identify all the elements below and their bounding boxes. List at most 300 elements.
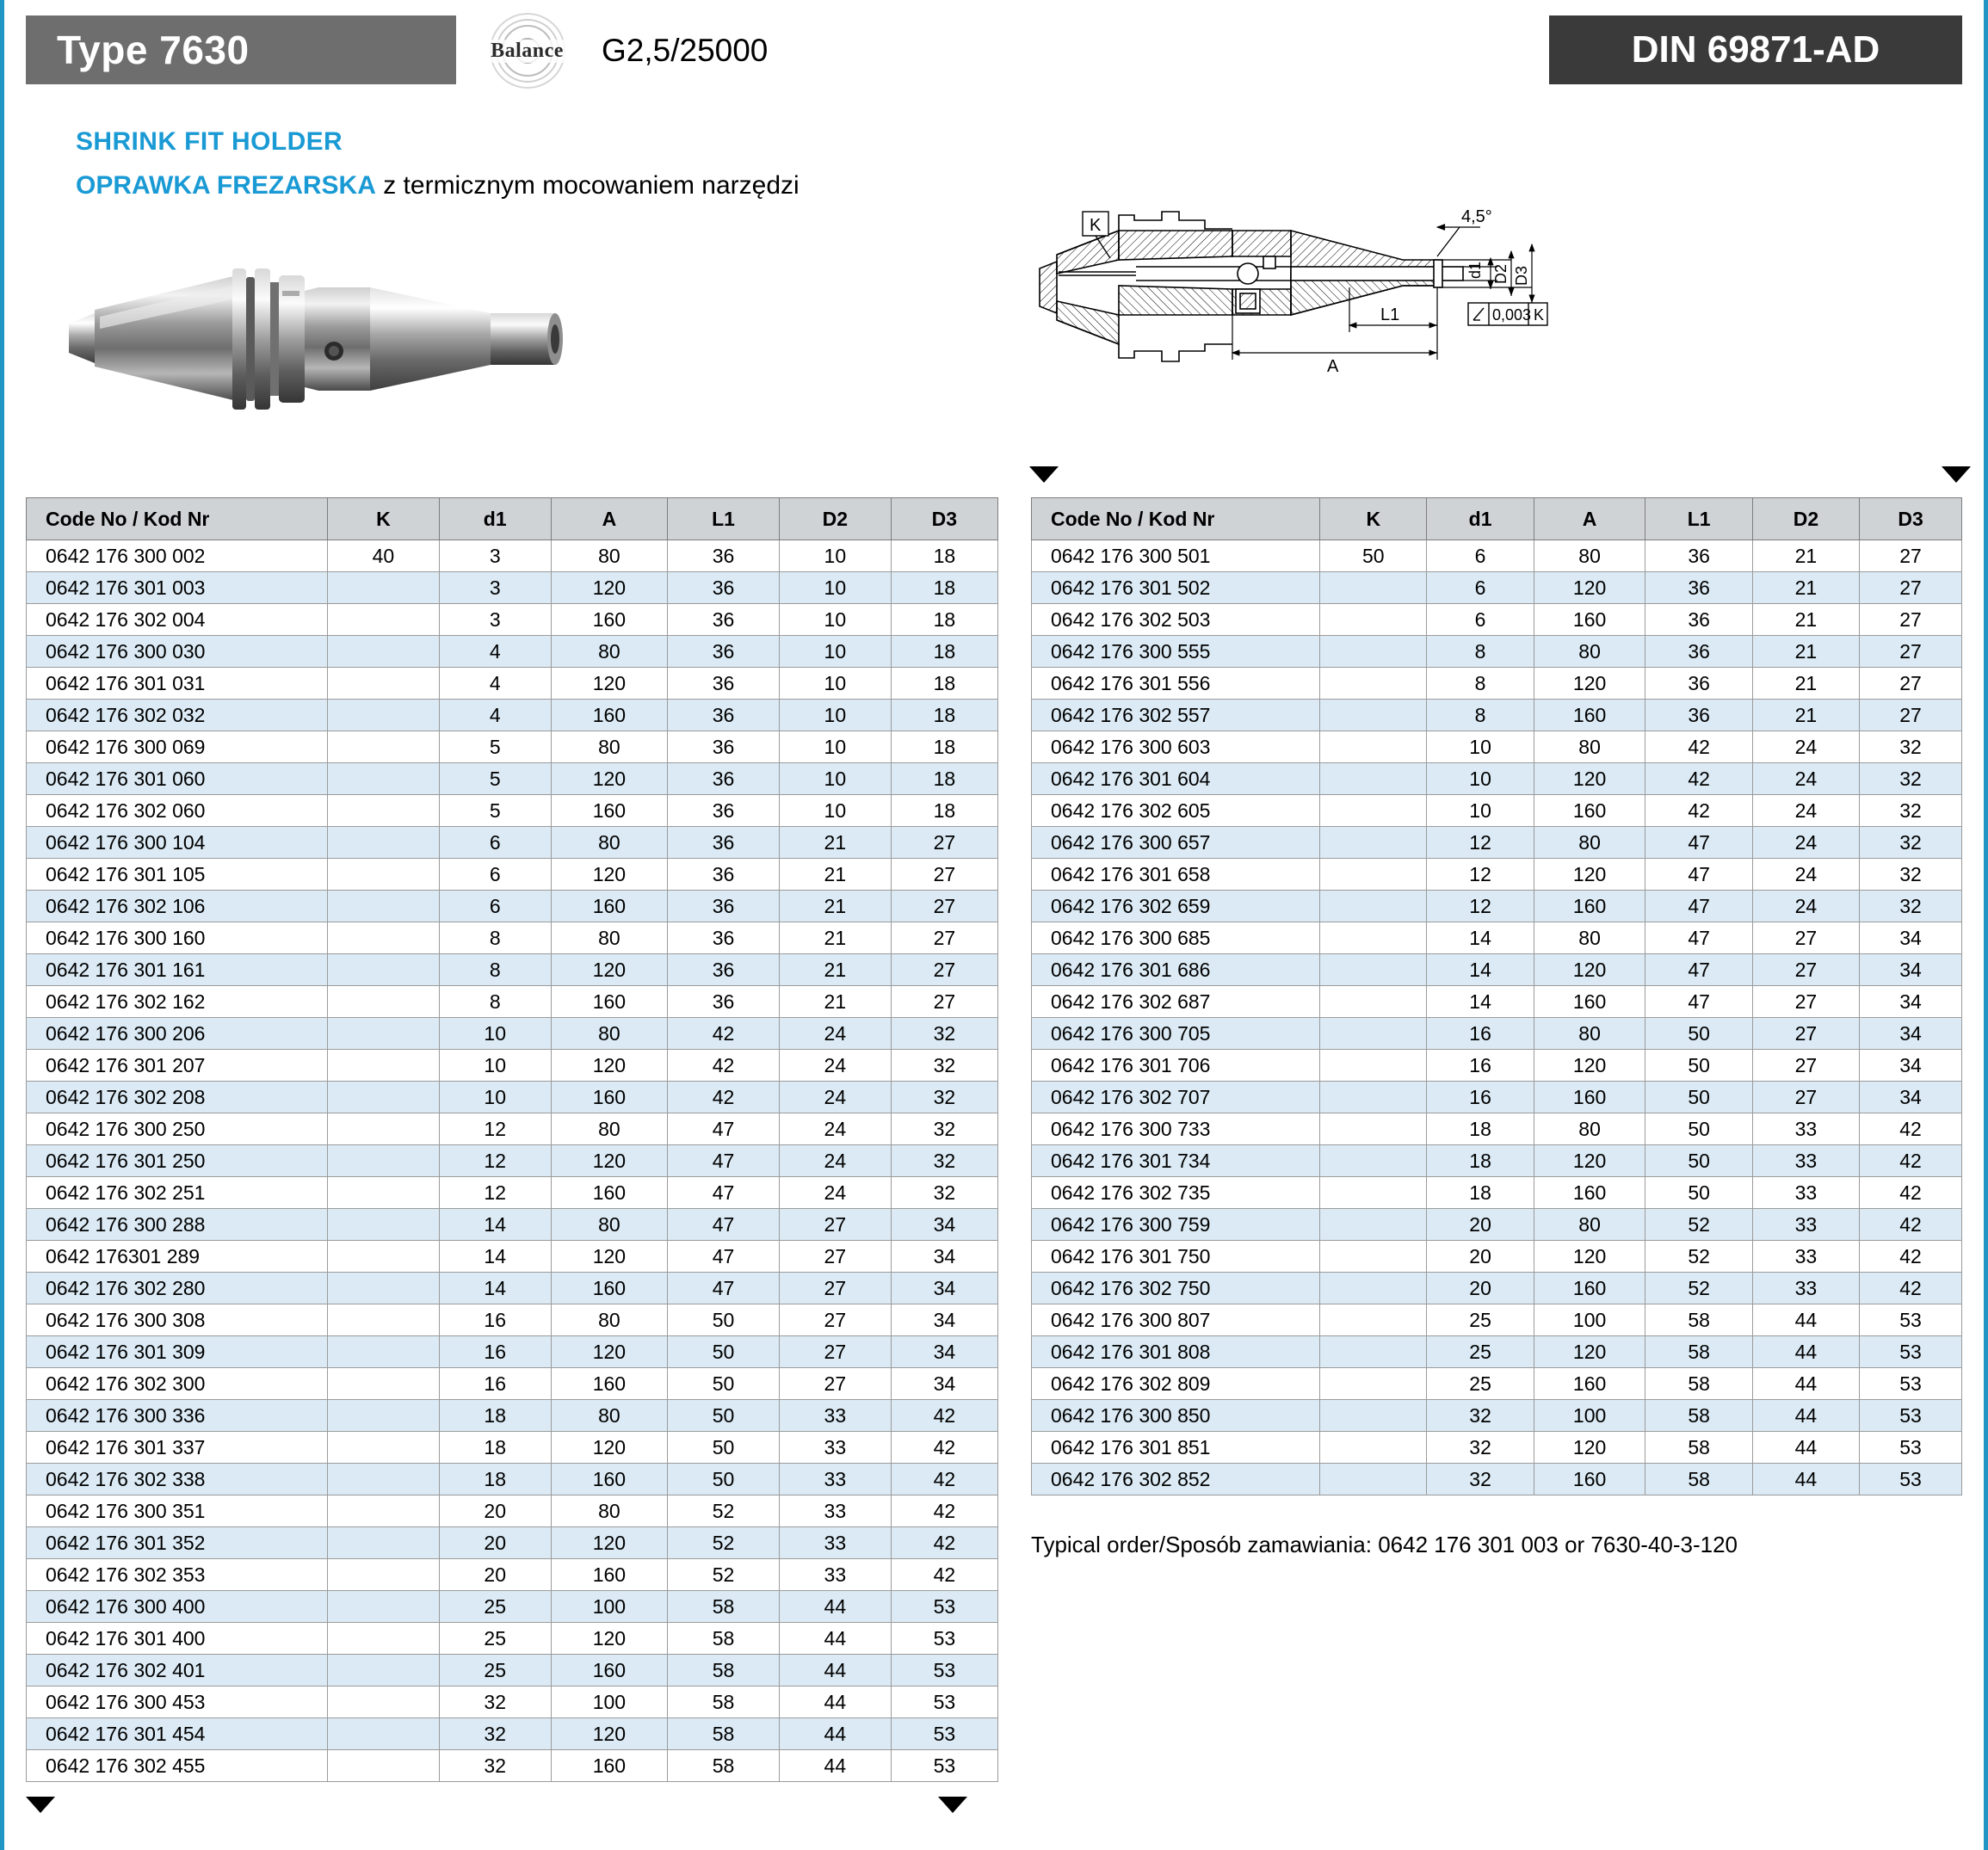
col-header-d1: d1 bbox=[439, 498, 551, 540]
cell-d2: 33 bbox=[1752, 1177, 1859, 1209]
cell-d1: 25 bbox=[439, 1591, 551, 1623]
cell-k bbox=[327, 1050, 439, 1082]
cell-d2: 21 bbox=[1752, 540, 1859, 572]
cell-d2: 24 bbox=[1752, 731, 1859, 763]
cell-code: 0642 176 302 162 bbox=[27, 986, 328, 1018]
cell-d3: 32 bbox=[891, 1177, 997, 1209]
marker-triangle-top-left bbox=[1029, 466, 1059, 483]
cell-l1: 58 bbox=[1645, 1336, 1752, 1368]
table-row bbox=[1032, 891, 1962, 922]
cell-l1: 36 bbox=[668, 986, 780, 1018]
cell-d1: 8 bbox=[1427, 636, 1534, 668]
cell-d2: 27 bbox=[779, 1336, 891, 1368]
cell-code: 0642 176 300 206 bbox=[27, 1018, 328, 1050]
cell-d3: 27 bbox=[1860, 668, 1962, 700]
cell-d2: 10 bbox=[779, 700, 891, 731]
cell-d2: 33 bbox=[1752, 1145, 1859, 1177]
table-row bbox=[1032, 922, 1962, 954]
cell-k bbox=[327, 1687, 439, 1718]
table-row bbox=[27, 891, 998, 922]
cell-a: 160 bbox=[1534, 1273, 1645, 1304]
cell-k bbox=[1320, 700, 1427, 731]
col-header-d2: D2 bbox=[1752, 498, 1859, 540]
table-row bbox=[27, 668, 998, 700]
cell-code: 0642 176 302 208 bbox=[27, 1082, 328, 1113]
cell-d3: 34 bbox=[1860, 954, 1962, 986]
table-row bbox=[1032, 636, 1962, 668]
title-english: SHRINK FIT HOLDER bbox=[76, 127, 343, 156]
cell-l1: 47 bbox=[668, 1145, 780, 1177]
cell-d3: 32 bbox=[1860, 891, 1962, 922]
cell-d3: 18 bbox=[891, 636, 997, 668]
cell-l1: 50 bbox=[1645, 1177, 1752, 1209]
cell-a: 120 bbox=[1534, 668, 1645, 700]
cell-a: 80 bbox=[1534, 1113, 1645, 1145]
cell-d2: 21 bbox=[779, 827, 891, 859]
table-row bbox=[27, 700, 998, 731]
table-row bbox=[27, 572, 998, 604]
cell-a: 160 bbox=[551, 604, 667, 636]
cell-k bbox=[1320, 795, 1427, 827]
cell-d2: 10 bbox=[779, 572, 891, 604]
cell-d3: 32 bbox=[1860, 763, 1962, 795]
cell-d2: 10 bbox=[779, 636, 891, 668]
cell-code: 0642 176 300 104 bbox=[27, 827, 328, 859]
cell-a: 80 bbox=[551, 922, 667, 954]
cell-d3: 32 bbox=[1860, 731, 1962, 763]
cell-k bbox=[1320, 986, 1427, 1018]
cell-code: 0642 176 301 105 bbox=[27, 859, 328, 891]
title-block bbox=[76, 127, 800, 200]
cell-d3: 32 bbox=[891, 1018, 997, 1050]
cell-d2: 21 bbox=[1752, 572, 1859, 604]
cell-code: 0642 176 302 503 bbox=[1032, 604, 1320, 636]
col-header-l1: L1 bbox=[1645, 498, 1752, 540]
cell-code: 0642 176 301 851 bbox=[1032, 1432, 1320, 1464]
cell-k bbox=[327, 1655, 439, 1687]
cell-d2: 44 bbox=[1752, 1336, 1859, 1368]
cell-d1: 18 bbox=[1427, 1145, 1534, 1177]
cell-d1: 32 bbox=[1427, 1432, 1534, 1464]
drawing-tolerance-value: 0,003 bbox=[1492, 306, 1532, 324]
cell-d1: 5 bbox=[439, 795, 551, 827]
cell-d1: 6 bbox=[1427, 572, 1534, 604]
technical-drawing bbox=[1033, 207, 1635, 465]
cell-d1: 25 bbox=[439, 1623, 551, 1655]
table-row bbox=[27, 1145, 998, 1177]
cell-l1: 58 bbox=[668, 1655, 780, 1687]
cell-a: 160 bbox=[551, 1082, 667, 1113]
cell-a: 160 bbox=[1534, 604, 1645, 636]
cell-d1: 8 bbox=[1427, 668, 1534, 700]
marker-triangle-bottom-left bbox=[26, 1797, 55, 1813]
balance-group bbox=[465, 24, 768, 77]
table-header-row bbox=[1032, 498, 1962, 540]
cell-d2: 44 bbox=[779, 1750, 891, 1782]
cell-d1: 3 bbox=[439, 540, 551, 572]
cell-d3: 32 bbox=[891, 1082, 997, 1113]
cell-d3: 27 bbox=[1860, 572, 1962, 604]
table-row bbox=[27, 1495, 998, 1527]
cell-l1: 50 bbox=[1645, 1050, 1752, 1082]
cell-a: 80 bbox=[1534, 731, 1645, 763]
cell-a: 120 bbox=[551, 763, 667, 795]
cell-code: 0642 176 302 687 bbox=[1032, 986, 1320, 1018]
cell-d1: 20 bbox=[1427, 1273, 1534, 1304]
cell-d3: 53 bbox=[1860, 1432, 1962, 1464]
cell-code: 0642 176 302 300 bbox=[27, 1368, 328, 1400]
cell-a: 160 bbox=[551, 1750, 667, 1782]
cell-d1: 25 bbox=[1427, 1304, 1534, 1336]
cell-d1: 20 bbox=[1427, 1209, 1534, 1241]
cell-d1: 16 bbox=[1427, 1018, 1534, 1050]
table-row bbox=[27, 1050, 998, 1082]
cell-code: 0642 176 301 250 bbox=[27, 1145, 328, 1177]
cell-d3: 18 bbox=[891, 731, 997, 763]
table-row bbox=[1032, 827, 1962, 859]
cell-d2: 27 bbox=[1752, 954, 1859, 986]
marker-triangle-bottom-right bbox=[938, 1797, 967, 1813]
cell-a: 160 bbox=[1534, 1464, 1645, 1495]
cell-d1: 8 bbox=[439, 986, 551, 1018]
cell-l1: 50 bbox=[668, 1464, 780, 1495]
cell-code: 0642 176 302 251 bbox=[27, 1177, 328, 1209]
table-row bbox=[1032, 731, 1962, 763]
table-row bbox=[1032, 1241, 1962, 1273]
cell-l1: 36 bbox=[1645, 668, 1752, 700]
cell-d1: 5 bbox=[439, 731, 551, 763]
table-row bbox=[27, 1209, 998, 1241]
cell-d2: 44 bbox=[1752, 1304, 1859, 1336]
cell-code: 0642 176 301 060 bbox=[27, 763, 328, 795]
cell-d3: 34 bbox=[1860, 1082, 1962, 1113]
cell-a: 120 bbox=[551, 954, 667, 986]
cell-d1: 14 bbox=[439, 1241, 551, 1273]
cell-k bbox=[327, 1177, 439, 1209]
cell-k bbox=[327, 1304, 439, 1336]
cell-d3: 34 bbox=[891, 1368, 997, 1400]
table-row bbox=[27, 1018, 998, 1050]
cell-d2: 24 bbox=[779, 1050, 891, 1082]
cell-a: 120 bbox=[1534, 859, 1645, 891]
cell-d2: 10 bbox=[779, 668, 891, 700]
cell-d3: 27 bbox=[891, 827, 997, 859]
cell-a: 80 bbox=[551, 1209, 667, 1241]
col-header-k: K bbox=[1320, 498, 1427, 540]
table-row bbox=[27, 859, 998, 891]
cell-d1: 25 bbox=[1427, 1336, 1534, 1368]
cell-k bbox=[1320, 636, 1427, 668]
table-row bbox=[27, 636, 998, 668]
cell-d1: 14 bbox=[439, 1273, 551, 1304]
cell-a: 80 bbox=[1534, 1018, 1645, 1050]
cell-a: 120 bbox=[551, 1527, 667, 1559]
cell-d1: 25 bbox=[1427, 1368, 1534, 1400]
table-row bbox=[27, 540, 998, 572]
cell-l1: 36 bbox=[1645, 700, 1752, 731]
table-row bbox=[1032, 859, 1962, 891]
cell-code: 0642 176 302 060 bbox=[27, 795, 328, 827]
cell-d1: 12 bbox=[439, 1177, 551, 1209]
cell-a: 80 bbox=[1534, 1209, 1645, 1241]
table-row bbox=[1032, 986, 1962, 1018]
cell-d1: 3 bbox=[439, 604, 551, 636]
cell-d1: 16 bbox=[439, 1304, 551, 1336]
cell-d3: 34 bbox=[891, 1209, 997, 1241]
cell-k bbox=[1320, 1050, 1427, 1082]
cell-d3: 34 bbox=[891, 1273, 997, 1304]
cell-d1: 10 bbox=[1427, 795, 1534, 827]
table-row bbox=[27, 1113, 998, 1145]
cell-k bbox=[327, 731, 439, 763]
cell-a: 120 bbox=[1534, 763, 1645, 795]
cell-d2: 44 bbox=[779, 1718, 891, 1750]
table-row bbox=[1032, 1050, 1962, 1082]
cell-d3: 18 bbox=[891, 540, 997, 572]
cell-d3: 42 bbox=[1860, 1113, 1962, 1145]
cell-d1: 32 bbox=[439, 1687, 551, 1718]
cell-d1: 10 bbox=[1427, 763, 1534, 795]
cell-l1: 36 bbox=[668, 540, 780, 572]
balance-value: G2,5/25000 bbox=[602, 33, 769, 68]
cell-d2: 33 bbox=[1752, 1241, 1859, 1273]
cell-a: 160 bbox=[1534, 986, 1645, 1018]
cell-d2: 44 bbox=[1752, 1464, 1859, 1495]
cell-k bbox=[327, 604, 439, 636]
cell-k bbox=[1320, 604, 1427, 636]
cell-a: 100 bbox=[1534, 1304, 1645, 1336]
cell-l1: 42 bbox=[668, 1018, 780, 1050]
cell-l1: 52 bbox=[668, 1527, 780, 1559]
cell-a: 160 bbox=[551, 1464, 667, 1495]
cell-d3: 34 bbox=[891, 1304, 997, 1336]
cell-a: 160 bbox=[551, 1559, 667, 1591]
cell-k bbox=[327, 1018, 439, 1050]
table-row bbox=[27, 1591, 998, 1623]
cell-code: 0642 176 300 501 bbox=[1032, 540, 1320, 572]
cell-d3: 32 bbox=[891, 1145, 997, 1177]
cell-d2: 10 bbox=[779, 540, 891, 572]
cell-l1: 58 bbox=[668, 1750, 780, 1782]
cell-k bbox=[327, 636, 439, 668]
cell-d2: 27 bbox=[1752, 922, 1859, 954]
cell-code: 0642 176 302 750 bbox=[1032, 1273, 1320, 1304]
table-row bbox=[27, 731, 998, 763]
cell-d1: 18 bbox=[439, 1432, 551, 1464]
cell-k bbox=[327, 1368, 439, 1400]
cell-d2: 33 bbox=[779, 1527, 891, 1559]
table-row bbox=[27, 1527, 998, 1559]
cell-d2: 24 bbox=[779, 1113, 891, 1145]
cell-k bbox=[1320, 954, 1427, 986]
table-row bbox=[1032, 1336, 1962, 1368]
cell-d1: 6 bbox=[439, 827, 551, 859]
spec-table-left-head bbox=[27, 498, 998, 540]
cell-a: 160 bbox=[551, 1368, 667, 1400]
cell-d3: 53 bbox=[891, 1655, 997, 1687]
cell-code: 0642 176 300 160 bbox=[27, 922, 328, 954]
cell-code: 0642 176 302 707 bbox=[1032, 1082, 1320, 1113]
cell-code: 0642 176 300 759 bbox=[1032, 1209, 1320, 1241]
cell-d2: 21 bbox=[779, 859, 891, 891]
drawing-label-angle: 4,5° bbox=[1461, 207, 1492, 226]
cell-code: 0642 176 300 685 bbox=[1032, 922, 1320, 954]
cell-a: 120 bbox=[551, 1718, 667, 1750]
cell-l1: 50 bbox=[668, 1336, 780, 1368]
cell-l1: 50 bbox=[668, 1432, 780, 1464]
table-row bbox=[27, 1750, 998, 1782]
cell-l1: 50 bbox=[668, 1400, 780, 1432]
cell-a: 80 bbox=[1534, 827, 1645, 859]
table-row bbox=[27, 827, 998, 859]
cell-d1: 12 bbox=[1427, 827, 1534, 859]
cell-a: 160 bbox=[1534, 700, 1645, 731]
cell-l1: 36 bbox=[668, 827, 780, 859]
cell-d3: 53 bbox=[891, 1750, 997, 1782]
cell-code: 0642 176 301 808 bbox=[1032, 1336, 1320, 1368]
cell-d3: 53 bbox=[891, 1718, 997, 1750]
cell-l1: 36 bbox=[668, 668, 780, 700]
cell-code: 0642 176 302 280 bbox=[27, 1273, 328, 1304]
cell-a: 80 bbox=[551, 540, 667, 572]
cell-l1: 36 bbox=[668, 954, 780, 986]
cell-k bbox=[327, 1336, 439, 1368]
cell-k bbox=[1320, 1082, 1427, 1113]
cell-code: 0642 176 302 659 bbox=[1032, 891, 1320, 922]
cell-code: 0642 176 300 603 bbox=[1032, 731, 1320, 763]
cell-d2: 27 bbox=[779, 1241, 891, 1273]
table-row bbox=[1032, 1432, 1962, 1464]
cell-code: 0642 176 301 502 bbox=[1032, 572, 1320, 604]
cell-a: 80 bbox=[551, 827, 667, 859]
cell-l1: 36 bbox=[668, 572, 780, 604]
table-row bbox=[27, 1623, 998, 1655]
cell-code: 0642 176 302 852 bbox=[1032, 1464, 1320, 1495]
typical-order-note: Typical order/Sposób zamawiania: 0642 176 301 003 or 7630-40-3-120 bbox=[1031, 1532, 1738, 1557]
cell-d3: 53 bbox=[891, 1623, 997, 1655]
cell-k bbox=[327, 1718, 439, 1750]
cell-l1: 42 bbox=[1645, 731, 1752, 763]
cell-d1: 32 bbox=[439, 1750, 551, 1782]
cell-k bbox=[1320, 922, 1427, 954]
cell-d3: 42 bbox=[891, 1464, 997, 1495]
cell-d2: 33 bbox=[779, 1432, 891, 1464]
drawing-label-d1: d1 bbox=[1466, 261, 1484, 279]
cell-a: 160 bbox=[551, 700, 667, 731]
cell-d2: 33 bbox=[779, 1464, 891, 1495]
cell-l1: 58 bbox=[668, 1591, 780, 1623]
cell-l1: 47 bbox=[668, 1177, 780, 1209]
cell-d2: 44 bbox=[1752, 1368, 1859, 1400]
cell-d2: 10 bbox=[779, 795, 891, 827]
cell-d1: 12 bbox=[439, 1113, 551, 1145]
cell-d1: 4 bbox=[439, 668, 551, 700]
cell-d1: 12 bbox=[1427, 891, 1534, 922]
cell-d1: 14 bbox=[1427, 986, 1534, 1018]
title-polish-rest: z termicznym mocowaniem narzędzi bbox=[375, 171, 800, 200]
cell-l1: 58 bbox=[1645, 1464, 1752, 1495]
col-header-code: Code No / Kod Nr bbox=[27, 498, 328, 540]
cell-l1: 52 bbox=[1645, 1273, 1752, 1304]
cell-k bbox=[327, 1113, 439, 1145]
cell-d3: 34 bbox=[891, 1241, 997, 1273]
cell-a: 120 bbox=[551, 859, 667, 891]
cell-d2: 24 bbox=[1752, 891, 1859, 922]
balance-logo-icon bbox=[465, 26, 590, 76]
cell-code: 0642 176 302 353 bbox=[27, 1559, 328, 1591]
cell-l1: 42 bbox=[1645, 763, 1752, 795]
cell-l1: 50 bbox=[1645, 1018, 1752, 1050]
cell-d2: 24 bbox=[779, 1145, 891, 1177]
cell-k: 40 bbox=[327, 540, 439, 572]
cell-code: 0642 176 301 031 bbox=[27, 668, 328, 700]
cell-code: 0642 176 302 338 bbox=[27, 1464, 328, 1495]
cell-d1: 16 bbox=[1427, 1050, 1534, 1082]
cell-d2: 21 bbox=[779, 891, 891, 922]
spec-table-right-body bbox=[1032, 540, 1962, 1495]
cell-d3: 34 bbox=[1860, 1018, 1962, 1050]
cell-l1: 36 bbox=[668, 922, 780, 954]
cell-code: 0642 176 301 454 bbox=[27, 1718, 328, 1750]
cell-code: 0642 176 302 809 bbox=[1032, 1368, 1320, 1400]
table-row bbox=[1032, 1304, 1962, 1336]
cell-a: 120 bbox=[1534, 1050, 1645, 1082]
cell-d2: 33 bbox=[1752, 1113, 1859, 1145]
cell-l1: 52 bbox=[668, 1495, 780, 1527]
cell-d2: 24 bbox=[1752, 859, 1859, 891]
cell-d1: 16 bbox=[439, 1336, 551, 1368]
cell-d1: 32 bbox=[1427, 1400, 1534, 1432]
product-photo bbox=[60, 231, 594, 446]
table-row bbox=[1032, 1113, 1962, 1145]
cell-d3: 32 bbox=[1860, 859, 1962, 891]
cell-d3: 42 bbox=[891, 1400, 997, 1432]
cell-k bbox=[1320, 1145, 1427, 1177]
cell-l1: 36 bbox=[668, 891, 780, 922]
cell-d3: 53 bbox=[1860, 1368, 1962, 1400]
cell-k bbox=[1320, 1464, 1427, 1495]
cell-d2: 21 bbox=[779, 986, 891, 1018]
cell-d3: 34 bbox=[1860, 1050, 1962, 1082]
cell-l1: 50 bbox=[1645, 1082, 1752, 1113]
cell-a: 120 bbox=[551, 668, 667, 700]
cell-a: 120 bbox=[1534, 1145, 1645, 1177]
cell-d3: 42 bbox=[1860, 1273, 1962, 1304]
cell-d3: 18 bbox=[891, 763, 997, 795]
spec-table-left-wrapper bbox=[26, 497, 998, 1782]
cell-d2: 44 bbox=[779, 1655, 891, 1687]
cell-code: 0642 176 301 658 bbox=[1032, 859, 1320, 891]
cell-k bbox=[1320, 1400, 1427, 1432]
cell-a: 80 bbox=[551, 636, 667, 668]
cell-l1: 47 bbox=[1645, 859, 1752, 891]
cell-k: 50 bbox=[1320, 540, 1427, 572]
cell-a: 120 bbox=[551, 1623, 667, 1655]
table-row bbox=[27, 1559, 998, 1591]
table-row bbox=[27, 1400, 998, 1432]
title-polish-row bbox=[76, 171, 800, 200]
cell-k bbox=[327, 1241, 439, 1273]
cell-a: 120 bbox=[1534, 1336, 1645, 1368]
cell-d2: 33 bbox=[779, 1559, 891, 1591]
cell-a: 100 bbox=[1534, 1400, 1645, 1432]
table-row bbox=[27, 1464, 998, 1495]
cell-d1: 8 bbox=[439, 922, 551, 954]
table-row bbox=[1032, 1209, 1962, 1241]
table-row bbox=[1032, 1145, 1962, 1177]
cell-code: 0642 176 300 705 bbox=[1032, 1018, 1320, 1050]
drawing-tolerance-datum: K bbox=[1534, 306, 1545, 324]
